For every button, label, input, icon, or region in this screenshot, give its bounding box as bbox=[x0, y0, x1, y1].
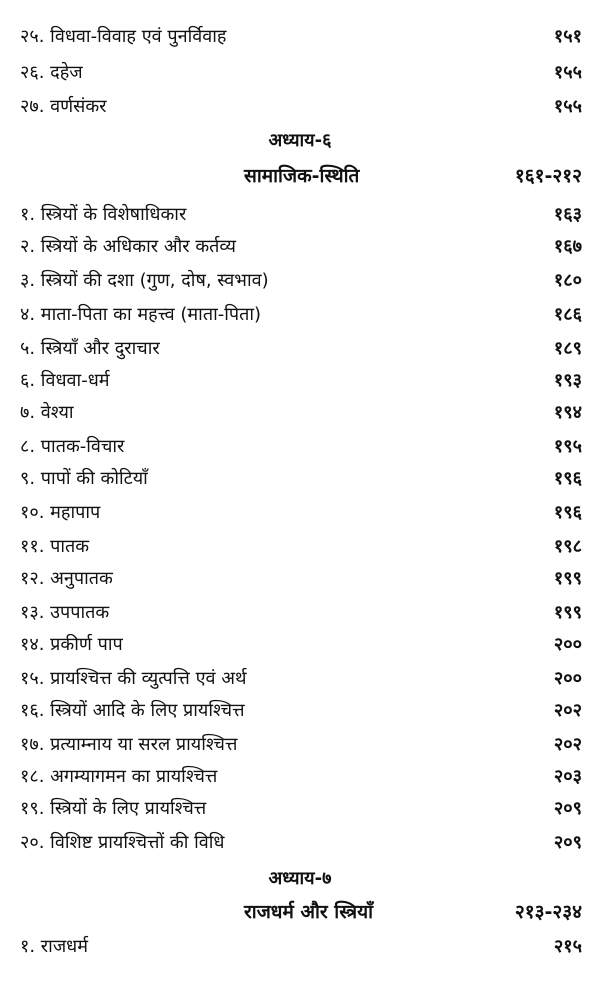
toc-entry bbox=[20, 198, 582, 230]
entry-title: ११. पातक bbox=[20, 536, 90, 557]
entry-page: १९८ bbox=[553, 536, 582, 557]
entry-page: १६७ bbox=[553, 236, 582, 257]
toc-entry bbox=[20, 628, 582, 660]
entry-title: १०. महापाप bbox=[20, 502, 101, 523]
entry-title: ३. स्त्रियों की दशा (गुण, दोष, स्वभाव) bbox=[20, 270, 269, 291]
entry-title: ७. वेश्या bbox=[20, 402, 74, 423]
entry-page: १९४ bbox=[553, 402, 582, 423]
toc-entry bbox=[20, 90, 582, 122]
entry-title: १८. अगम्यागमन का प्रायश्चित्त bbox=[20, 766, 218, 787]
entry-title: १. स्त्रियों के विशेषाधिकार bbox=[20, 204, 187, 225]
entry-title: ६. विधवा-धर्म bbox=[20, 370, 110, 391]
section-heading bbox=[20, 894, 582, 928]
entry-page: १५५ bbox=[553, 62, 582, 83]
entry-title: १२. अनुपातक bbox=[20, 568, 113, 589]
toc-entry bbox=[20, 826, 582, 858]
entry-page: १५१ bbox=[553, 26, 582, 47]
toc-entry bbox=[20, 56, 582, 88]
chapter-heading: अध्याय-७ bbox=[268, 868, 332, 889]
toc-entry bbox=[20, 264, 582, 296]
entry-title: २५. विधवा-विवाह एवं पुनर्विवाह bbox=[20, 26, 227, 47]
toc-entry bbox=[20, 396, 582, 428]
toc-entry bbox=[20, 462, 582, 494]
toc-entry bbox=[20, 662, 582, 694]
entry-page: १९९ bbox=[553, 568, 582, 589]
entry-page: १९९ bbox=[553, 602, 582, 623]
entry-page: १८० bbox=[553, 270, 582, 291]
toc-entry bbox=[20, 760, 582, 792]
toc-entry bbox=[20, 20, 582, 52]
entry-page: २०० bbox=[553, 668, 582, 689]
entry-title: १७. प्रत्याम्नाय या सरल प्रायश्चित्त bbox=[20, 734, 238, 755]
toc-entry bbox=[20, 230, 582, 262]
entry-page: २१५ bbox=[553, 936, 582, 957]
entry-title: १६. स्त्रियों आदि के लिए प्रायश्चित्त bbox=[20, 700, 245, 721]
toc-entry bbox=[20, 430, 582, 462]
entry-page: १६३ bbox=[553, 204, 582, 225]
entry-page: २०९ bbox=[553, 832, 582, 853]
toc-entry bbox=[20, 930, 582, 962]
entry-title: २०. विशिष्ट प्रायश्चित्तों की विधि bbox=[20, 832, 225, 853]
section-title: सामाजिक-स्थिति bbox=[244, 165, 360, 187]
entry-title: १५. प्रायश्चित्त की व्युत्पत्ति एवं अर्थ bbox=[20, 668, 247, 689]
entry-page: २०२ bbox=[553, 734, 582, 755]
entry-title: १९. स्त्रियों के लिए प्रायश्चित्त bbox=[20, 798, 207, 819]
toc-entry bbox=[20, 364, 582, 396]
section-heading bbox=[20, 158, 582, 192]
section-page-range: २१३-२३४ bbox=[514, 901, 582, 923]
toc-entry bbox=[20, 792, 582, 824]
entry-page: १९६ bbox=[553, 468, 582, 489]
toc-entry bbox=[20, 332, 582, 364]
entry-title: १३. उपपातक bbox=[20, 602, 110, 623]
entry-page: १९५ bbox=[553, 436, 582, 457]
entry-title: १४. प्रकीर्ण पाप bbox=[20, 634, 123, 655]
toc-entry bbox=[20, 298, 582, 330]
toc-entry bbox=[20, 596, 582, 628]
toc-entry bbox=[20, 694, 582, 726]
entry-page: १९३ bbox=[553, 370, 582, 391]
toc-entry bbox=[20, 496, 582, 528]
section-page-range: १६१-२१२ bbox=[514, 165, 582, 187]
entry-title: ४. माता-पिता का महत्त्व (माता-पिता) bbox=[20, 304, 262, 325]
entry-page: १८९ bbox=[553, 338, 582, 359]
toc-entry bbox=[20, 530, 582, 562]
toc-entry bbox=[20, 728, 582, 760]
entry-page: २०० bbox=[553, 634, 582, 655]
entry-page: १८६ bbox=[553, 304, 582, 325]
entry-page: २०२ bbox=[553, 700, 582, 721]
entry-title: ५. स्त्रियाँ और दुराचार bbox=[20, 338, 160, 359]
entry-title: २७. वर्णसंकर bbox=[20, 96, 107, 117]
entry-title: २६. दहेज bbox=[20, 62, 83, 83]
entry-page: १९६ bbox=[553, 502, 582, 523]
section-title: राजधर्म और स्त्रियाँ bbox=[244, 901, 374, 923]
entry-title: १. राजधर्म bbox=[20, 936, 89, 957]
chapter-heading: अध्याय-६ bbox=[268, 130, 332, 151]
entry-page: २०३ bbox=[553, 766, 582, 787]
entry-title: ८. पातक-विचार bbox=[20, 436, 125, 457]
entry-page: १५५ bbox=[553, 96, 582, 117]
entry-title: २. स्त्रियों के अधिकार और कर्तव्य bbox=[20, 236, 237, 257]
entry-page: २०९ bbox=[553, 798, 582, 819]
entry-title: ९. पापों की कोटियाँ bbox=[20, 468, 148, 489]
toc-entry bbox=[20, 562, 582, 594]
